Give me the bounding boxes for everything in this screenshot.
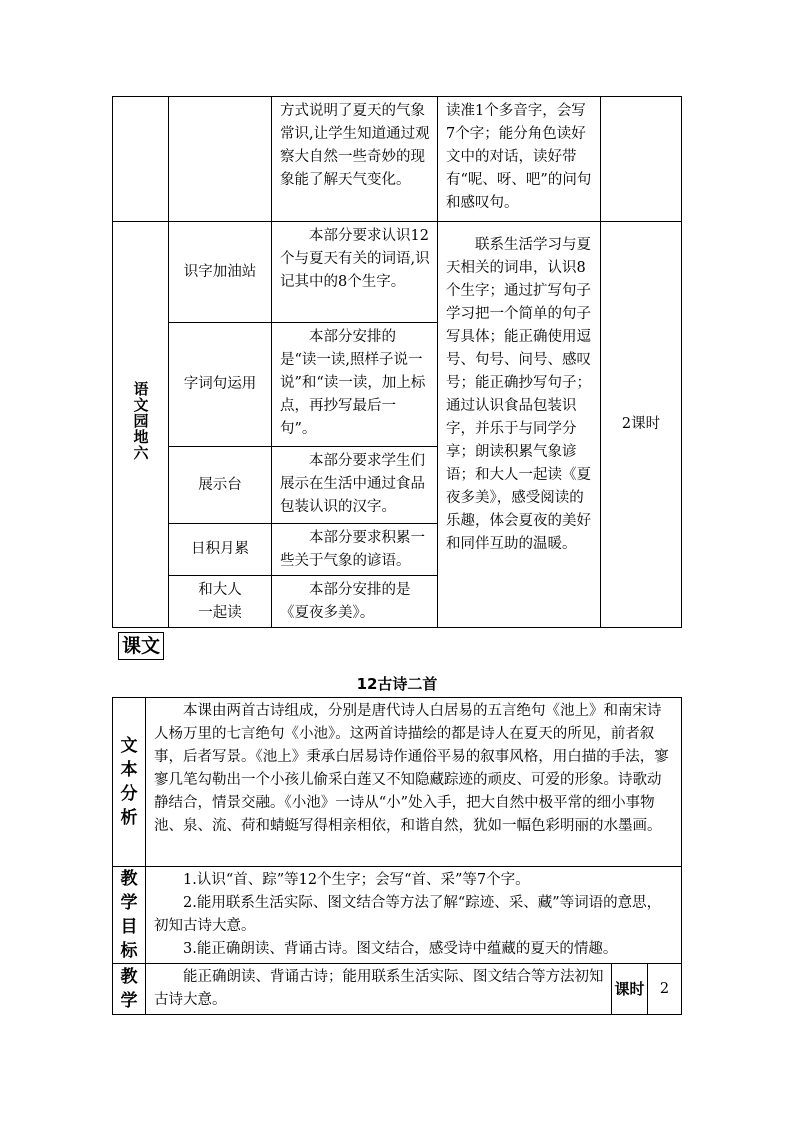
part-name xyxy=(169,576,272,628)
part-content: 本部分安排的是《夏夜多美》。 xyxy=(272,576,438,628)
part-name: 字词句运用 xyxy=(169,323,272,447)
empty-cell xyxy=(169,97,272,222)
lesson-plan-table xyxy=(112,96,682,628)
part-name: 展示台 xyxy=(169,447,272,524)
table-row xyxy=(113,867,682,964)
section-hours: 2课时 xyxy=(601,222,682,628)
section-title: 语文园地六 xyxy=(131,380,150,461)
section-title-cell xyxy=(113,222,169,628)
part-name: 识字加油站 xyxy=(169,222,272,323)
goal-cell: 读准1个多音字，会写7个字；能分角色读好文中的对话，读好带有“呢、呀、吧”的问句和感叹句。 xyxy=(438,97,601,222)
goal-item: 2.能用联系生活实际、图文结合等方法了解“踪迹、采、藏”等词语的意思，初知古诗大意。 xyxy=(154,895,662,934)
part-name-line: 一起读 xyxy=(198,604,242,621)
part-name: 日积月累 xyxy=(169,524,272,576)
part-content: 本部分安排的是“读一读,照样子说一说”和“读一读，加上标点，再抄写最后一句”。 xyxy=(272,323,438,447)
goals-header xyxy=(113,867,146,964)
goals-cell xyxy=(146,867,682,964)
part-content: 本部分要求学生们展示在生活中通过食品包装认识的汉字。 xyxy=(272,447,438,524)
key-header xyxy=(113,964,146,1015)
lesson-detail-table xyxy=(112,697,682,1015)
content-cell: 方式说明了夏天的气象常识,让学生知道通过观察大自然一些奇妙的现象能了解天气变化。 xyxy=(272,97,438,222)
empty-cell xyxy=(601,97,682,222)
hours-header-text: 课时 xyxy=(614,980,645,998)
analysis-header-text: 文本分析 xyxy=(120,736,138,828)
key-header-text: 教学 xyxy=(120,967,138,1011)
part-content: 本部分要求认识12个与夏天有关的词语,识记其中的8个生字。 xyxy=(272,222,438,323)
analysis-text: 本课由两首古诗组成，分别是唐代诗人白居易的五言绝句《池上》和南宋诗人杨万里的七言绝句《小池》。这两首诗描绘的都是诗人在夏天的所见，前者叙事，后者写景。《池上》秉承白居易诗作通俗平易的叙事风格，用白描的手法，寥寥几笔勾勒出一个小孩儿偷采白莲又不知隐藏踪迹的顽皮、可爱的形象。诗歌动静结合，情景交融。《小池》一诗从“小”处入手，把大自然中极平常的细小事物池、泉、流、荷和蜻蜓写得相亲相依，和谐自然，犹如一幅色彩明丽的水墨画。 xyxy=(146,698,682,867)
part-name-line: 和大人 xyxy=(198,581,242,598)
goal-item: 3.能正确朗读、背诵古诗。图文结合，感受诗中蕴藏的夏天的情趣。 xyxy=(183,941,618,957)
goals-header-text: 教学目标 xyxy=(120,869,138,961)
lesson-title: 12古诗二首 xyxy=(356,675,438,693)
table-row xyxy=(113,964,682,1015)
section-goal: 联系生活学习与夏天相关的词串，认识8个生字；通过扩写句子学习把一个简单的句子写具体；能正确使用逗号、句号、问号、感叹号；能正确抄写句子；通过认识食品包装识字，并乐于与同学分享；朗读积累气象谚语；和大人一起读《夏夜多美》，感受阅读的乐趣，体会夏夜的美好和同伴互助的温暖。 xyxy=(438,222,601,628)
hours-value: 2 xyxy=(648,964,682,1015)
hours-header xyxy=(612,964,648,1015)
table-row xyxy=(113,222,682,323)
empty-cell xyxy=(113,97,169,222)
table-row xyxy=(113,97,682,222)
key-text: 能正确朗读、背诵古诗；能用联系生活实际、图文结合等方法初知古诗大意。 xyxy=(146,964,612,1015)
table-row xyxy=(113,698,682,867)
part-content: 本部分要求积累一些关于气象的谚语。 xyxy=(272,524,438,576)
goal-item: 1.认识“首、踪”等12个生字；会写“首、采”等7个字。 xyxy=(183,872,530,888)
section-label-box: 课文 xyxy=(118,632,164,660)
analysis-header xyxy=(113,698,146,867)
